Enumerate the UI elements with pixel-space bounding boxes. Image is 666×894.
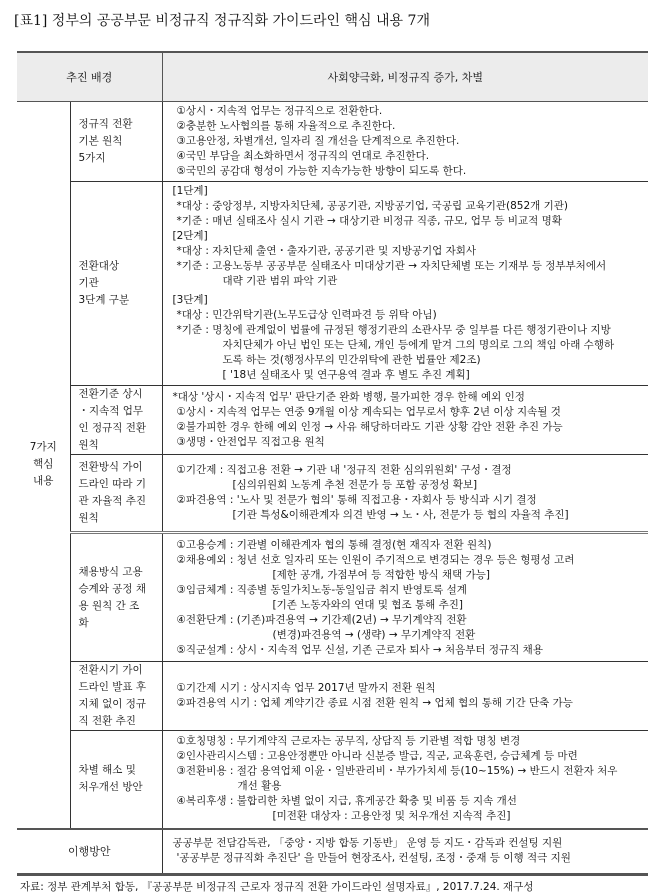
content-line: [기관 특성&이해관계자 의견 반영 → 노・사, 전문가 등 협의 자율적 추진] — [232, 509, 569, 521]
row-content — [162, 182, 648, 386]
row-label-line: 승계와 공정 채 — [78, 582, 147, 595]
content-line: *대상 '상시・지속적 업무' 판단기준 완화 병행, 물가피한 경우 한해 예외 인정 — [172, 391, 525, 403]
row-label-line: 전환대상 — [78, 260, 120, 272]
row-label-line: 직 전환 추진 — [78, 715, 136, 727]
row-label-line: 인 정규직 전환 — [78, 422, 147, 434]
table-row — [17, 662, 648, 731]
group-label — [17, 102, 70, 829]
content-line: *기준 : 매년 실태조사 실시 기관 → 대상기관 비정규 직종, 규모, 업무 등 비교적 명확 — [176, 215, 562, 227]
source-note: 자료: 정부 관계부처 합동, 『공공부문 비정규직 근로자 정규직 전환 가이드라인 설명자료』, 2017.7.24. 재구성 — [20, 881, 534, 893]
row-label-line: 전환방식 가이 — [78, 461, 143, 473]
row-label-line: 원칙 — [78, 512, 99, 524]
table-row — [17, 533, 648, 662]
content-line: ④전환단계 : (기존)파견용역 → 기간제(2년) → 무기계약직 전환 — [176, 613, 467, 626]
group-label-line: 내용 — [33, 475, 54, 488]
content-line: *대상 : 중앙정부, 지방자치단체, 공공기관, 지방공기업, 국공립 교육기관(852개 기관) — [176, 200, 569, 212]
content-line: ③전환비용 : 절감 용역업체 이윤・일반관리비・부가가치세 등(10~15%) → 반드시 전환자 처우 — [176, 765, 618, 778]
content-line: [미전환 대상자 : 고용안정 및 처우개선 지속적 추진] — [272, 810, 511, 823]
content-line: *대상 : 자치단체 출연・출자기관, 공공기관 및 지방공기업 자회사 — [176, 245, 477, 257]
content-line: ④복리후생 : 불합리한 차별 없이 지급, 휴게공간 확충 및 비품 등 지속 개선 — [176, 795, 517, 808]
content-line: ③임금체계 : 직종별 동일가치노동-동일임금 취지 반영토록 설계 — [176, 583, 467, 596]
content-line: ③생명・안전업무 직접고용 원칙 — [176, 436, 325, 448]
content-line: 자치단체가 아닌 법인 또는 단체, 개인 등에게 맡겨 그의 명의로 그의 책임 아래 수행하 — [222, 339, 615, 351]
content-line: *기준 : 명칭에 관계없이 법률에 규정된 행정기관의 소관사무 중 일부를 다른 행정기관이나 지방 — [176, 324, 611, 336]
table-wrapper — [17, 51, 648, 894]
row-label-line: 드라인 발표 후 — [78, 681, 147, 693]
row-content — [162, 662, 648, 731]
content-line: *기준 : 고용노동부 공공부문 실태조사 미대상기관 → 자치단체별 또는 기재부 등 정부부처에서 — [176, 260, 607, 272]
content-line: (변경)파견용역 → (생략) → 무기계약직 전환 — [272, 628, 476, 641]
header-row — [17, 52, 648, 102]
row-label — [70, 731, 162, 829]
row-label-line: 관 자율적 추진 — [78, 495, 147, 507]
content-line: ⑤국민의 공감대 형성이 가능한 지속가능한 방향이 되도록 한다. — [176, 165, 467, 177]
row-label-line: ・지속적 업무 — [78, 405, 144, 417]
table-title: [표1] 정부의 공공부문 비정규직 정규직화 가이드라인 핵심 내용 7개 — [14, 13, 430, 29]
row-label — [70, 455, 162, 533]
row-label-line: 채용방식 고용 — [78, 565, 143, 578]
content-line: [ '18년 실태조사 및 연구용역 결과 후 별도 추진 계획] — [222, 369, 470, 381]
content-line: '공공부문 정규직화 추진단' 을 만들어 현장조사, 컨설팅, 조정・중재 등 이행 적극 지원 — [176, 852, 571, 865]
content-line: *대상 : 민간위탁기관(노무도급상 인력파견 등 위탁 아님) — [176, 309, 437, 321]
content-line: ①상시・지속적 업무는 정규직으로 전환한다. — [176, 105, 383, 117]
content-line: [3단계] — [172, 294, 208, 306]
row-label-line: 정규직 전환 — [78, 118, 133, 130]
table-row — [17, 102, 648, 182]
content-line: ④국민 부담을 최소화하면서 정규직의 연대로 추진한다. — [176, 150, 430, 162]
content-line: ②채용예외 : 청년 선호 일자리 또는 인원이 주기적으로 변경되는 경우 등은 형평성 고려 — [176, 553, 575, 566]
content-line: ②파견용역 : '노사 및 전문가 협의' 통해 직접고용・자회사 등 방식과 시기 결정 — [176, 494, 537, 506]
row-label-line: 전환기준 상시 — [78, 388, 143, 400]
row-content — [162, 102, 648, 182]
content-line: ①기간제 : 직접고용 전환 → 기관 내 '정규직 전환 심의위원회' 구성・결정 — [176, 464, 512, 476]
row-label — [70, 102, 162, 182]
row-content — [162, 455, 648, 533]
row-label-line: 지체 없이 정규 — [78, 698, 147, 710]
content-line: 공공부문 전담감독관, 「중앙・지방 합동 기동반」 운영 등 지도・감독과 컨설팅 지원 — [172, 837, 563, 850]
row-label — [70, 182, 162, 386]
row-label-line: 드라인 따라 기 — [78, 478, 147, 490]
row-label-line: 기관 — [78, 277, 99, 289]
row-label-line: 5가지 — [78, 152, 106, 164]
content-line: ②인사관리시스템 : 고용안정뿐만 아니라 신분증 발급, 직군, 교육훈련, 승급체계 등 마련 — [176, 750, 578, 763]
content-line: ②파견용역 시기 : 업체 계약기간 종료 시점 전환 원칙 → 업체 협의 통해 기간 단축 가능 — [176, 697, 573, 709]
content-line: 도록 하는 것(행정사무의 민간위탁에 관한 법률안 제2조) — [222, 354, 481, 366]
row-label — [70, 533, 162, 662]
header-left: 추진 배경 — [17, 52, 162, 102]
row-content — [162, 533, 648, 662]
row-label-line: 용 원칙 간 조 — [78, 599, 140, 612]
content-line: ①호칭명칭 : 무기계약직 근로자는 공무직, 상담직 등 기관별 적합 명칭 변경 — [176, 735, 521, 748]
implementation-label: 이행방안 — [17, 829, 162, 875]
implementation-row — [17, 829, 648, 875]
content-line: [기존 노동자와의 연대 및 협조 통해 추진] — [272, 598, 464, 611]
guideline-table — [17, 51, 648, 876]
row-label — [70, 386, 162, 455]
table-row — [17, 386, 648, 455]
implementation-content — [162, 829, 648, 875]
row-content — [162, 386, 648, 455]
row-label-line: 원칙 — [78, 439, 99, 451]
row-label-line: 차별 해소 및 — [78, 764, 136, 777]
content-line: ①고용승계 : 기관별 이해관계자 협의 통해 결정(현 재직자 전환 원칙) — [176, 538, 492, 551]
table-row — [17, 731, 648, 829]
group-label-line: 7가지 — [29, 441, 57, 454]
row-label-line: 기본 원칙 — [78, 135, 123, 147]
content-line: ②충분한 노사협의를 통해 자율적으로 추진한다. — [176, 120, 396, 132]
content-line: ②불가피한 경우 한해 예외 인정 → 사유 해당하더라도 기관 상황 감안 전환 추진 가능 — [176, 421, 563, 433]
row-label-line: 처우개선 방안 — [78, 781, 143, 794]
row-label-line: 전환시기 가이 — [78, 664, 143, 676]
content-line: ③고용안정, 차별개선, 일자리 질 개선을 단계적으로 추진한다. — [176, 135, 460, 147]
content-line: ①기간제 시기 : 상시지속 업무 2017년 말까지 전환 원칙 — [176, 682, 436, 694]
table-row — [17, 455, 648, 533]
content-line: [제한 공개, 가점부여 등 적합한 방식 채택 가능] — [272, 568, 490, 581]
content-line: [2단계] — [172, 230, 208, 242]
row-label-line: 3단계 구분 — [78, 294, 130, 306]
header-right: 사회양극화, 비정규직 증가, 차별 — [162, 52, 648, 102]
row-content — [162, 731, 648, 829]
row-label-line: 화 — [78, 616, 89, 629]
content-line: ①상시・지속적 업무는 연중 9개월 이상 계속되는 업무로서 향후 2년 이상 지속될 것 — [176, 406, 561, 418]
table-row — [17, 182, 648, 386]
content-line: ⑤직군설계 : 상시・지속적 업무 신설, 기존 근로자 퇴사 → 처음부터 정규직 채용 — [176, 643, 543, 656]
content-line: 개선 활용 — [237, 780, 282, 793]
content-line: [1단계] — [172, 185, 208, 197]
content-line: 대략 기관 범위 파악 기관 — [222, 275, 338, 287]
content-line: [심의위원회 노동계 추천 전문가 등 포함 공정성 확보] — [232, 479, 478, 491]
row-label — [70, 662, 162, 731]
group-label-line: 핵심 — [33, 458, 54, 471]
